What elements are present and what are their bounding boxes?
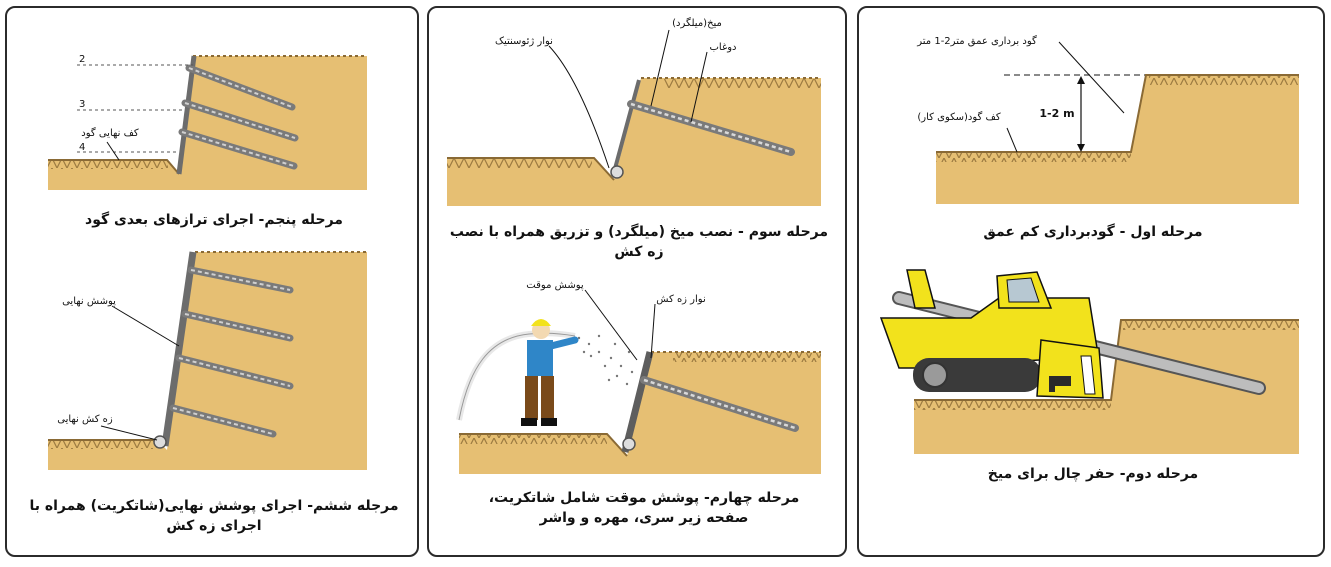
stage5-level-2: 2: [79, 54, 86, 65]
worker-figure: [459, 319, 575, 426]
stage6-label-final-drain: زه کش نهایی: [57, 414, 113, 425]
stage6-caption: مرجله ششم- اجرای پوشش نهایی(شاتکریت) همراه با اجرای زه کش: [29, 498, 399, 535]
stage5-level-4: 4: [79, 142, 86, 153]
stage6-soil: [48, 252, 367, 470]
stage5-caption: مرحله پنجم- اجرای ترازهای بعدی گود: [85, 212, 343, 228]
stage4-soil: [459, 352, 821, 474]
stage5-level-3: 3: [79, 99, 86, 110]
stage1-dimension-label: 1-2 m: [1039, 107, 1075, 120]
final-drain-pipe: [154, 436, 166, 448]
panel-stages-3-4: [427, 6, 847, 557]
panel-stages-1-2: [857, 6, 1325, 557]
shotcrete-spray: [578, 335, 633, 385]
stage2-caption: مرحله دوم- حفر چال برای میخ: [987, 466, 1199, 482]
stage3-drain: [611, 166, 623, 178]
stage3-label-geotextile: نوار ژئوسنتیک: [495, 36, 553, 47]
stages-5-6-drawing: [7, 8, 419, 557]
stage4-caption: مرحله چهارم- پوشش موقت شامل شاتکریت، صفحه زیر سری، مهره و واشر: [488, 490, 800, 527]
panel-stages-5-6: [5, 6, 419, 557]
stage1-dimension: [1039, 76, 1085, 152]
stage3-caption: مرحله سوم - نصب میخ (میلگرد) و تزریق همراه با نصب زه کش: [449, 224, 829, 261]
stage1-label-floor: کف گود(سکوی کار): [917, 112, 1001, 123]
stage6-callouts: [57, 296, 179, 440]
stage3-label-nail: میخ(میلگرد): [672, 18, 722, 29]
stage6-label-final-cover: پوشش نهایی: [62, 296, 116, 307]
stage5-floor-callout: [81, 127, 139, 160]
stage1-soil: [936, 75, 1299, 204]
stage1-callouts: [916, 35, 1124, 152]
stage5-label-floor: کف نهایی گود: [81, 128, 139, 139]
stage4-drain: [623, 438, 635, 450]
stages-3-4-drawing: [429, 8, 847, 557]
stage4-label-temp-cover: پوشش موقت: [526, 280, 584, 291]
stage1-label-depth: گود برداری عمق متر2-1 متر: [917, 36, 1037, 47]
stage3-label-grout: دوغاب: [709, 42, 737, 53]
stage1-caption: مرحله اول - گودبرداری کم عمق: [983, 224, 1203, 240]
stage4-label-drain-strip: نوار زه کش: [656, 294, 706, 305]
